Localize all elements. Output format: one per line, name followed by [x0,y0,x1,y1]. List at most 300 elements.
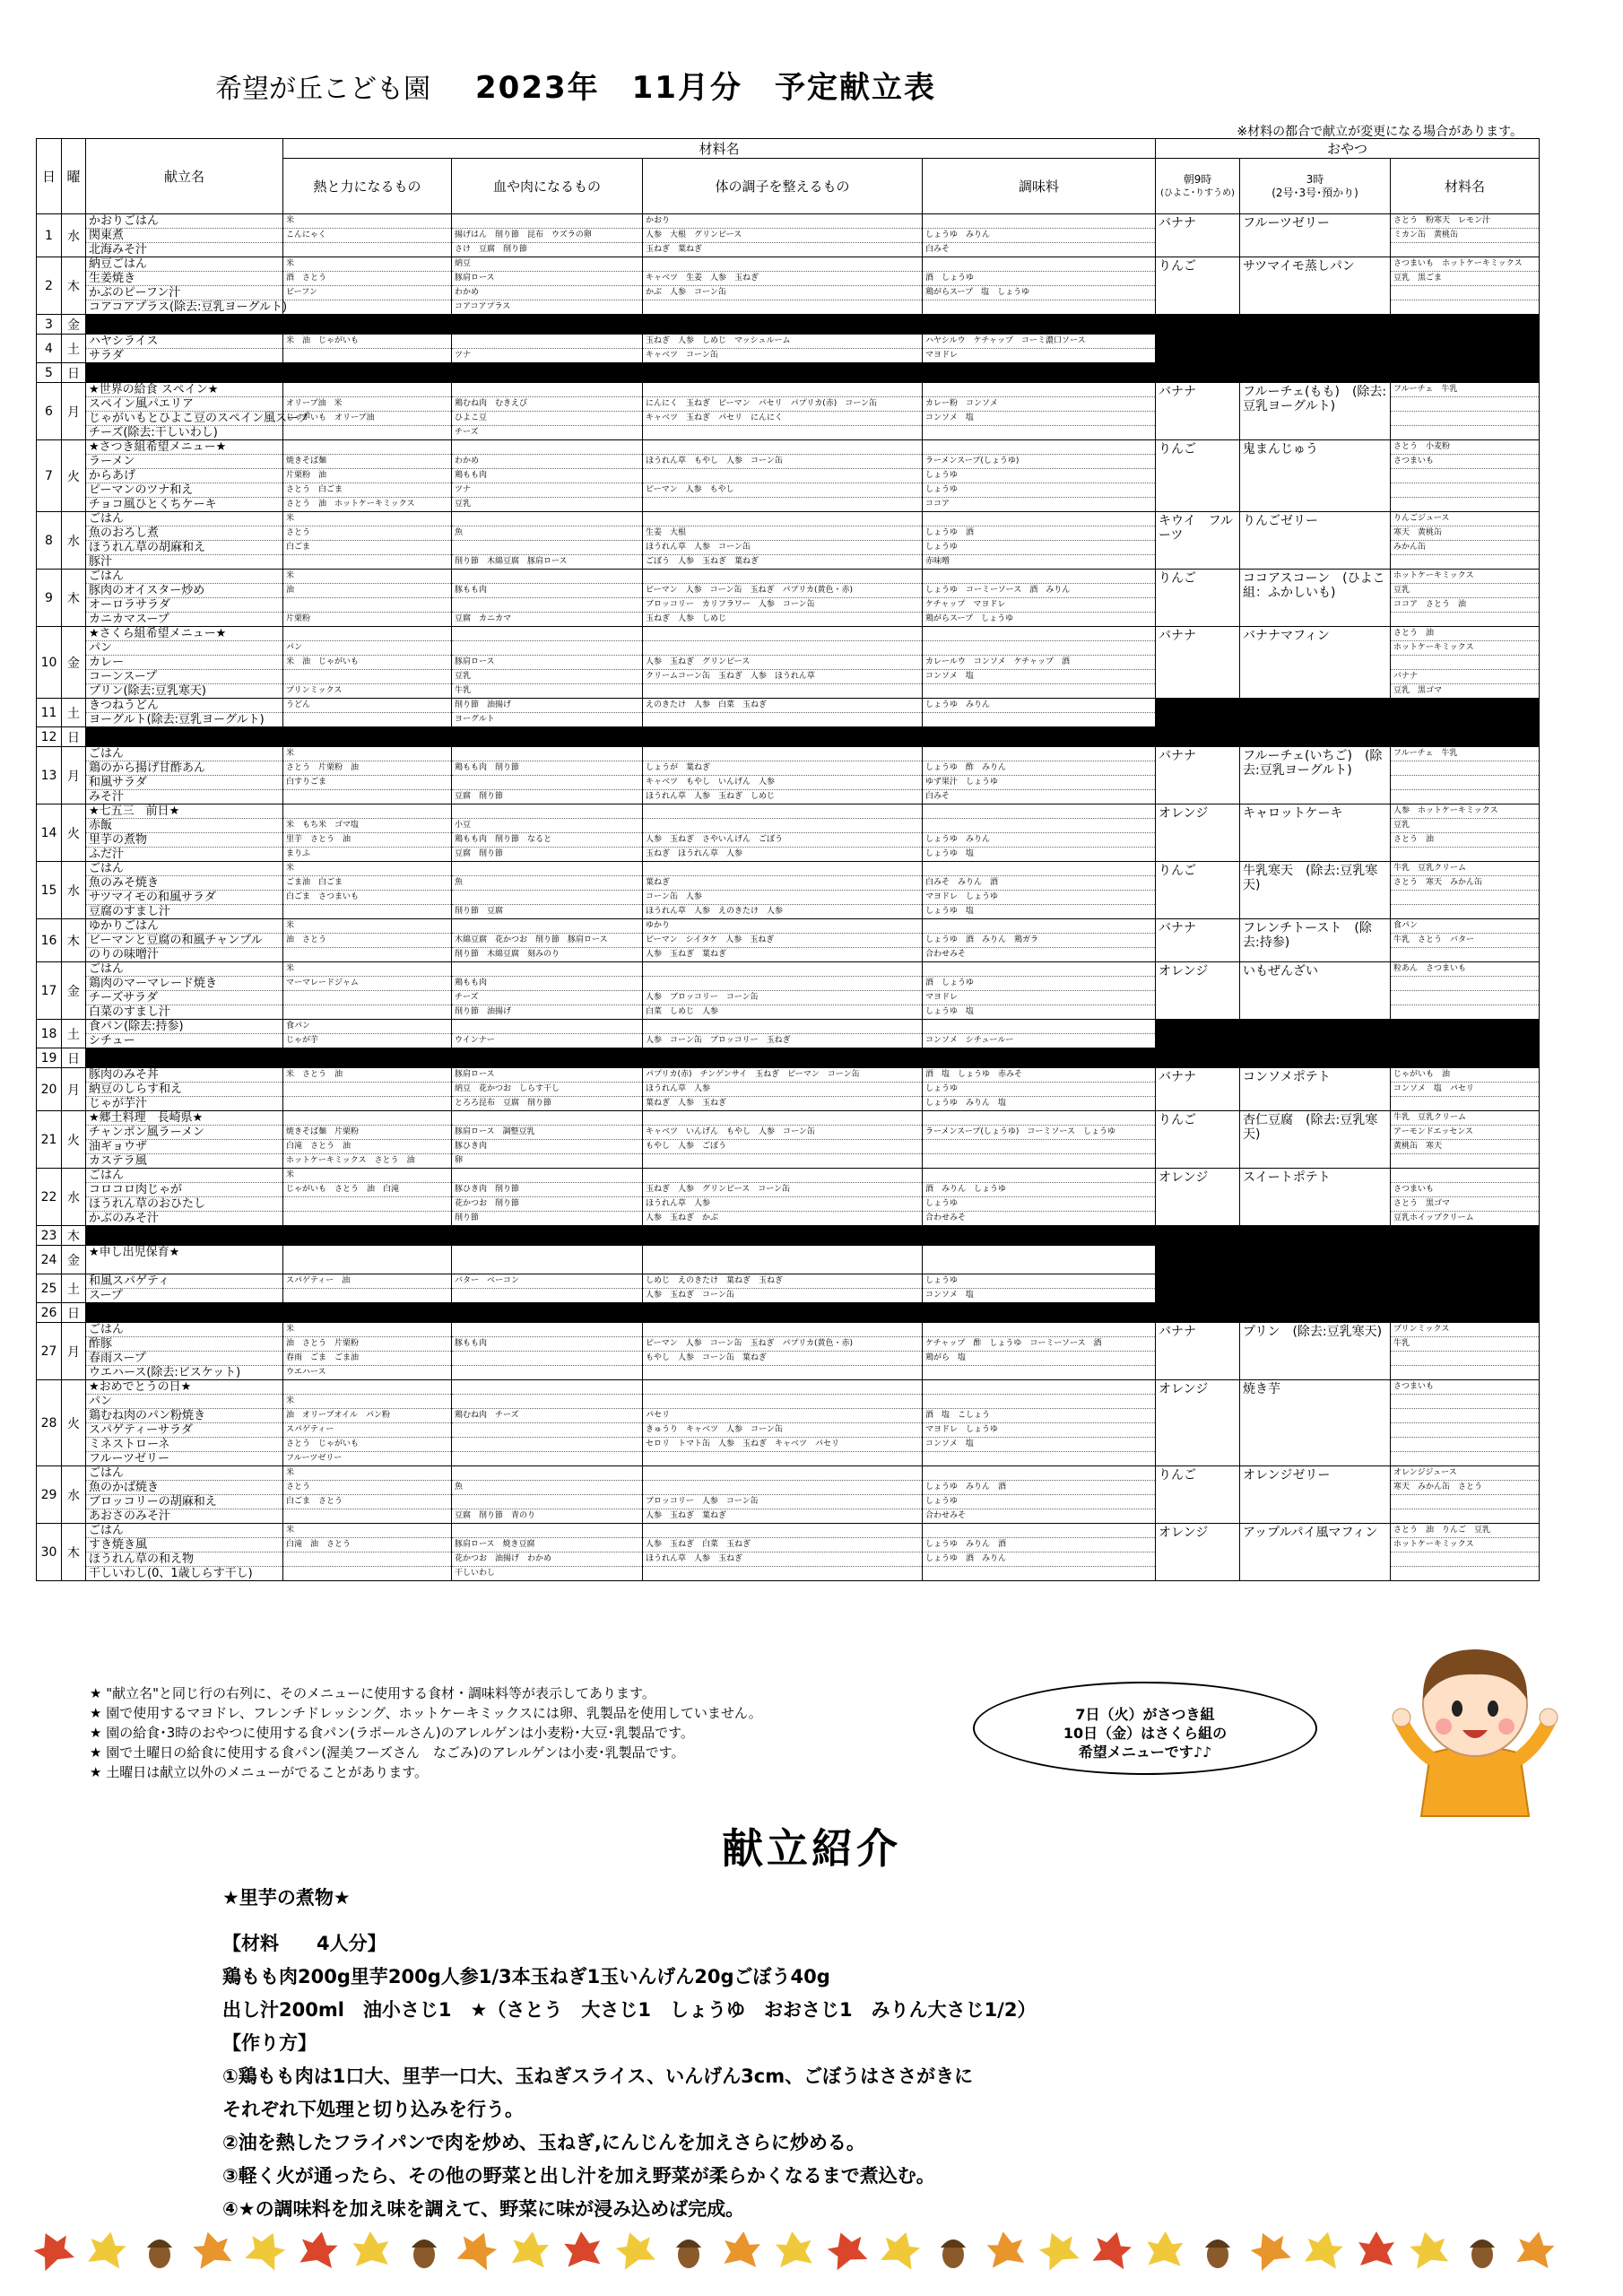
cell-line: 白滝 さとう 油 [283,1140,451,1154]
energy-foods [283,383,452,440]
cell-line [643,1169,922,1183]
leaf-icon [774,2230,813,2268]
menu-names [86,383,309,440]
cell-line: かおりごはん [86,214,282,229]
cell-line [452,891,642,905]
cell-line: キャベツ コーン缶 [646,351,718,360]
vegetable-foods [643,1274,923,1303]
recipe-line: ③軽く火が通ったら、その他の野菜と出し汁を加え野菜が柔らかくなるまで煮込む。 [222,2165,935,2187]
cell-line: ごはん [86,1169,282,1183]
energy-foods [283,699,452,727]
day-number: 12 [37,727,62,747]
cell-line: 合わせみそ [925,1511,967,1520]
cell-line [923,1567,1155,1580]
vegetable-foods [643,1380,923,1466]
cell-line: 鶏むね肉 むきえび [452,397,642,412]
cell-line [643,1246,922,1259]
cell-line: プリンミックス [286,686,343,695]
cell-line [923,383,1155,397]
cell-line: ピーマンのツナ和え [86,483,282,498]
energy-foods [283,214,452,257]
cell-line [923,627,1155,641]
afternoon-snack: スイートポテト [1240,1169,1391,1226]
cell-line: 酒 塩 しょうゆ 赤みそ [923,1068,1155,1083]
day-number: 13 [37,747,62,804]
cell-line: みそ汁 [89,790,125,804]
cell-line: わかめ [452,455,642,469]
cell-line: 鶏もも肉 [452,469,642,483]
leaf-icon [510,2229,551,2267]
cell-line [643,1366,922,1379]
cell-line [1391,397,1539,412]
seasonings [923,1466,1156,1524]
energy-foods [283,570,452,627]
cell-line: チーズ(除去:干しいわし) [89,426,218,439]
cell-line [923,1366,1155,1379]
morning-snack: バナナ [1156,747,1240,804]
cell-line: 豆乳 [452,670,642,684]
cell-line [923,747,1155,761]
cell-line [452,1466,642,1481]
cell-line: さとう 黒ゴマ [1391,1197,1539,1212]
cell-line [923,440,1155,455]
cell-line: セロリ トマト缶 人参 玉ねぎ キャベツ パセリ [643,1438,922,1452]
cell-line [283,1005,451,1019]
cell-line [1391,790,1539,804]
vegetable-foods [643,747,923,804]
day-row [37,1303,1540,1323]
leaf-icon [86,2228,128,2268]
cell-line: ★おめでとうの日★ [86,1380,282,1395]
seasonings [923,699,1156,727]
cell-line: ごはん [86,1524,282,1538]
col-energy: 熱と力になるもの [283,159,452,214]
cell-line: 鶏のから揚げ甘酢あん [86,761,282,776]
snack-ingredients [1391,919,1540,962]
energy-foods [283,1323,452,1380]
weekday: 月 [62,1323,86,1380]
cell-line: ヨーグルト [455,715,495,724]
weekday: 火 [62,1380,86,1466]
snack-ingredients [1391,1169,1540,1226]
day-row [37,1111,1540,1169]
afternoon-snack: フレンチトースト (除去:持参) [1240,919,1391,962]
bubble-line: 希望メニューです♪♪ [1078,1744,1212,1761]
cell-line [452,1323,642,1337]
cell-line: 油 [283,584,451,598]
cell-line: ほうれん草 人参 [643,1197,922,1212]
cell-line [283,1567,451,1580]
closed-day [86,315,1540,335]
leaf-icon [243,2226,290,2272]
leaf-icon [879,2227,923,2270]
cell-line [452,440,642,455]
col-snack-ingredients: 材料名 [1391,159,1540,214]
weekday: 水 [62,1169,86,1226]
menu-names [86,747,283,804]
cell-line [643,257,922,272]
weekday: 日 [62,727,86,747]
cell-line: ウインナー [455,1036,495,1045]
cell-line [923,962,1155,977]
protein-foods [452,962,643,1020]
cell-line [452,1169,642,1183]
cell-line: 里芋 さとう 油 [283,833,451,848]
cell-line [1391,498,1539,511]
cell-line [1391,1005,1539,1019]
cell-line: 人参 玉ねぎ 白菜 玉ねぎ [643,1538,922,1552]
cell-line: 鶏もも肉 削り節 なると [452,833,642,848]
vegetable-foods [643,512,923,570]
seasonings [923,1246,1156,1274]
protein-foods [452,1524,643,1581]
cell-line: 人参 玉ねぎ さやいんげん ごぼう [643,833,922,848]
weekday: 日 [62,363,86,383]
day-row [37,1380,1540,1466]
cell-line [1391,1154,1539,1168]
cell-line [643,300,922,314]
protein-foods [452,1466,643,1524]
cell-line: さとう 油 [1391,627,1539,641]
weekday: 火 [62,1111,86,1169]
cell-line: 人参 玉ねぎ かぶ [646,1213,719,1222]
cell-line [1391,243,1539,257]
cell-line: プリン(除去:豆乳寒天) [89,684,207,698]
cell-line: ハヤシライス [86,335,282,349]
cell-line [643,1154,922,1168]
cell-line: 米 [283,747,451,761]
recipe-line: ④★の調味料を加え味を調えて、野菜に味が浸み込めば完成。 [222,2198,745,2220]
cell-line: しょうゆ みりん 酒 [923,1481,1155,1495]
cell-line: マーマレードジャム [283,977,451,991]
cell-line: キャベツ いんげん もやし 人参 コーン缶 [643,1126,922,1140]
cell-line: 米 [283,1323,451,1337]
cell-line: かぶ 人参 コーン缶 [643,286,922,300]
seasonings [923,440,1156,512]
cell-line: あおさのみそ汁 [89,1509,171,1523]
cell-line [283,1111,451,1126]
col-menu: 献立名 [86,139,283,214]
day-row [37,1466,1540,1524]
day-row [37,747,1540,804]
cell-line: 焼きそば麺 片栗粉 [283,1126,451,1140]
energy-foods [283,1274,452,1303]
menu-names [86,1068,283,1111]
cell-line: ほうれん草 人参 [643,1083,922,1097]
day-number: 7 [37,440,62,512]
closed-day [86,727,1540,747]
cell-line [452,1423,642,1438]
no-snack [1156,1246,1540,1274]
cell-line [1391,426,1539,439]
cell-line [1391,776,1539,790]
cell-line: しょうゆ 塩 [925,849,975,858]
leaf-icon [1515,2229,1557,2269]
cell-line: しょうゆ [923,1083,1155,1097]
cell-line [283,555,451,569]
cell-line [923,214,1155,229]
cell-line: わかめ [452,286,642,300]
protein-foods [452,1246,643,1274]
cell-line: 米 油 じゃがいも [283,335,451,349]
cell-line: スパゲティーサラダ [86,1423,282,1438]
cell-line [283,713,451,726]
afternoon-snack: 鬼まんじゅう [1240,440,1391,512]
cell-line [452,1111,642,1126]
morning-snack: バナナ [1156,1068,1240,1111]
cell-line: 白滝 油 さとう [283,1538,451,1552]
weekday: 火 [62,440,86,512]
cell-line: さつまいも [1391,1183,1539,1197]
cell-line [923,641,1155,656]
cell-line [1391,555,1539,569]
cell-line: コアコアプラス [455,302,511,311]
cell-line: しょうゆ [923,1274,1155,1289]
cell-line [1391,1495,1539,1509]
cell-line [923,1380,1155,1395]
cell-line: みかん缶 [1391,541,1539,555]
cell-line: チーズサラダ [86,991,282,1005]
cell-line [1391,848,1539,861]
cell-line: かぶのピーフン汁 [86,286,282,300]
cell-line: 酒 塩 こしょう [923,1409,1155,1423]
cell-line: ホットケーキミックス [1391,641,1539,656]
cell-line [452,919,642,934]
cell-line: 鶏肉のマーマレード焼き [86,977,282,991]
cell-line [643,512,922,526]
morning-snack: りんご [1156,862,1240,919]
cell-line: 黄桃缶 寒天 [1391,1140,1539,1154]
cell-line: ごはん [86,862,282,876]
cell-line: 納豆 花かつお しらす干し [452,1083,642,1097]
cell-line [1391,469,1539,483]
cell-line: 豆腐のすまし汁 [89,905,171,918]
afternoon-snack: 牛乳寒天 (除去:豆乳寒天) [1240,862,1391,919]
cell-line: ほうれん草のおひたし [86,1197,282,1212]
leaf-icon [1408,2228,1451,2269]
cell-line [1391,1395,1539,1409]
cell-line: 春雨スープ [86,1352,282,1366]
cell-line: じゃがいも さとう 油 白滝 [283,1183,451,1197]
cell-line: 葉ねぎ [643,876,922,891]
cell-line [452,962,642,977]
cell-line: 豚汁 [89,555,113,569]
col-three: 3時 (2号･3号･預かり) [1240,159,1391,214]
leaf-icon [299,2229,340,2268]
cell-line [283,1083,451,1097]
vegetable-foods [643,919,923,962]
cell-line [283,598,451,613]
cell-line: プリンミックス [1391,1323,1539,1337]
menu-table [36,138,1540,1581]
morning-snack: バナナ [1156,383,1240,440]
cell-line: コアコアプラス(除去:豆乳ヨーグルト) [89,300,288,314]
cell-line [452,776,642,790]
acorn-icon [676,2239,701,2268]
snack-ingredients [1391,512,1540,570]
weekday: 木 [62,570,86,627]
cell-line: さつまいも [1391,455,1539,469]
cell-line: さとう 油 ホットケーキミックス [286,500,415,509]
cell-line: ホットケーキミックス [1391,570,1539,584]
cell-line: 豆乳 [1391,584,1539,598]
cell-line: 米 [283,512,451,526]
cell-line: きゅうり キャベツ 人参 コーン缶 [643,1423,922,1438]
recipe-name: ★里芋の煮物★ [222,1887,351,1909]
cell-line: しょうゆ 塩 [925,907,975,916]
cell-line: ごぼう 人参 玉ねぎ 葉ねぎ [646,557,759,566]
cell-line [923,713,1155,726]
cell-line: 豆乳 黒ごま [1391,272,1539,286]
cell-line [923,1524,1155,1538]
menu-names [86,335,283,363]
cell-line: 白みそ [925,792,950,801]
afternoon-snack: バナナマフィン [1240,627,1391,699]
afternoon-snack: フルーツゼリー [1240,214,1391,257]
cell-line: 納豆 [452,257,642,272]
cell-line: コンソメ シチュールー [925,1036,1014,1045]
day-row [37,862,1540,919]
cell-line [1391,1409,1539,1423]
cell-line: 小豆 [452,819,642,833]
cell-line: 合わせみそ [925,1213,967,1222]
cell-line [1391,286,1539,300]
morning-snack: オレンジ [1156,1524,1240,1581]
seasonings [923,627,1156,699]
cell-line [1391,1509,1539,1523]
cell-line: ごはん [86,962,282,977]
cell-line: クリームコーン缶 玉ねぎ 人参 ほうれん草 [643,670,922,684]
cell-line: ビーフン [283,286,451,300]
cell-line [452,1438,642,1452]
weekday: 月 [62,1068,86,1111]
cell-line: 花かつお 削り節 [452,1197,642,1212]
seasonings [923,214,1156,257]
snack-ingredients [1391,1068,1540,1111]
weekday: 土 [62,335,86,363]
seasonings [923,747,1156,804]
cell-line [452,1380,642,1395]
cell-line: ラーメン [86,455,282,469]
cell-line [643,747,922,761]
cell-line: カステラ風 [89,1154,147,1168]
vegetable-foods [643,1323,923,1380]
day-row [37,1524,1540,1581]
cell-line: 白みそ みりん 酒 [923,876,1155,891]
menu-names [86,919,283,962]
cell-line [923,1466,1155,1481]
cell-line: さつまいも ホットケーキミックス [1391,257,1539,272]
cell-line [923,1395,1155,1409]
cell-line: パン [86,1395,282,1409]
cell-line: しょうゆ みりん [923,229,1155,243]
cell-line: じゃがいもとひよこ豆のスペイン風スープ [86,412,282,426]
recipe [222,1882,1036,2226]
day-row [37,1169,1540,1226]
energy-foods [283,1246,452,1274]
cell-line: 寒天 黄桃缶 [1391,526,1539,541]
cell-line: キャベツ 生姜 人参 玉ねぎ [643,272,922,286]
day-row [37,804,1540,862]
cell-line: 豚ひき肉 削り節 [452,1183,642,1197]
cell-line [643,862,922,876]
cell-line: まりふ [286,849,311,858]
cell-line [643,469,922,483]
cell-line: さとう 白ごま [283,483,451,498]
day-row [37,962,1540,1020]
cell-line: 食パン(除去:持参) [86,1020,282,1034]
cell-line: 玉ねぎ ほうれん草 人参 [646,849,743,858]
afternoon-snack: アップルパイ風マフィン [1240,1524,1391,1581]
cell-line: さつまいも [1391,1380,1539,1395]
energy-foods [283,962,452,1020]
cell-line: しめじ えのきたけ 葉ねぎ 玉ねぎ [643,1274,922,1289]
cell-line: 玉ねぎ 人参 しめじ マッシュルーム [643,335,922,349]
cell-line: ごはん [86,747,282,761]
cell-line: 人参 玉ねぎ 葉ねぎ [646,1511,727,1520]
day-number: 4 [37,335,62,363]
day-row [37,699,1540,727]
protein-foods [452,1323,643,1380]
morning-snack: オレンジ [1156,1380,1240,1466]
cell-line: チーズ [455,428,479,437]
cell-line: しょうゆ [923,541,1155,555]
cell-line: ラーメンスープ(しょうゆ) [923,455,1155,469]
cell-line: 片栗粉 油 [283,469,451,483]
cell-line: しょうゆ みりん [923,699,1155,713]
cell-line [643,977,922,991]
seasonings [923,919,1156,962]
cell-line: 米 [283,1169,451,1183]
day-row [37,1020,1540,1048]
morning-snack: りんご [1156,1466,1240,1524]
weekday: 土 [62,1020,86,1048]
cell-line [1391,1423,1539,1438]
acorn-icon [412,2239,437,2268]
cell-line: 米 [283,257,451,272]
cell-line: 玉ねぎ 人参 グリンピース コーン缶 [643,1183,922,1197]
cell-line: ★七五三 前日★ [86,804,282,819]
note-line: ★ 園で使用するマヨドレ、フレンチドレッシング、ホットケーキミックスには卵、乳製品を使用していません。 [90,1705,762,1721]
day-number: 20 [37,1068,62,1111]
vegetable-foods [643,383,923,440]
day-number: 29 [37,1466,62,1524]
cell-line: パン [86,641,282,656]
vegetable-foods [643,1169,923,1226]
cell-line: ほうれん草の胡麻和え [86,541,282,555]
cell-line: コーン缶 人参 [643,891,922,905]
afternoon-snack: りんごゼリー [1240,512,1391,570]
cell-line [1391,991,1539,1005]
cell-line: かおり [643,214,922,229]
cell-line: 魚 [452,1481,642,1495]
cell-line [643,684,922,698]
cell-line: パセリ [643,1409,922,1423]
cell-line: 人参 ブロッコリー コーン缶 [643,991,922,1005]
afternoon-snack: 杏仁豆腐 (除去:豆乳寒天) [1240,1111,1391,1169]
cell-line [923,862,1155,876]
cell-line: しょうゆ 酢 みりん [923,761,1155,776]
day-number: 24 [37,1246,62,1274]
cell-line [923,804,1155,819]
day-number: 14 [37,804,62,862]
day-row [37,315,1540,335]
cell-line: 米 [283,570,451,584]
cell-line: 米 [283,862,451,876]
day-row [37,335,1540,363]
day-number: 30 [37,1524,62,1581]
leaf-icon [352,2231,390,2266]
